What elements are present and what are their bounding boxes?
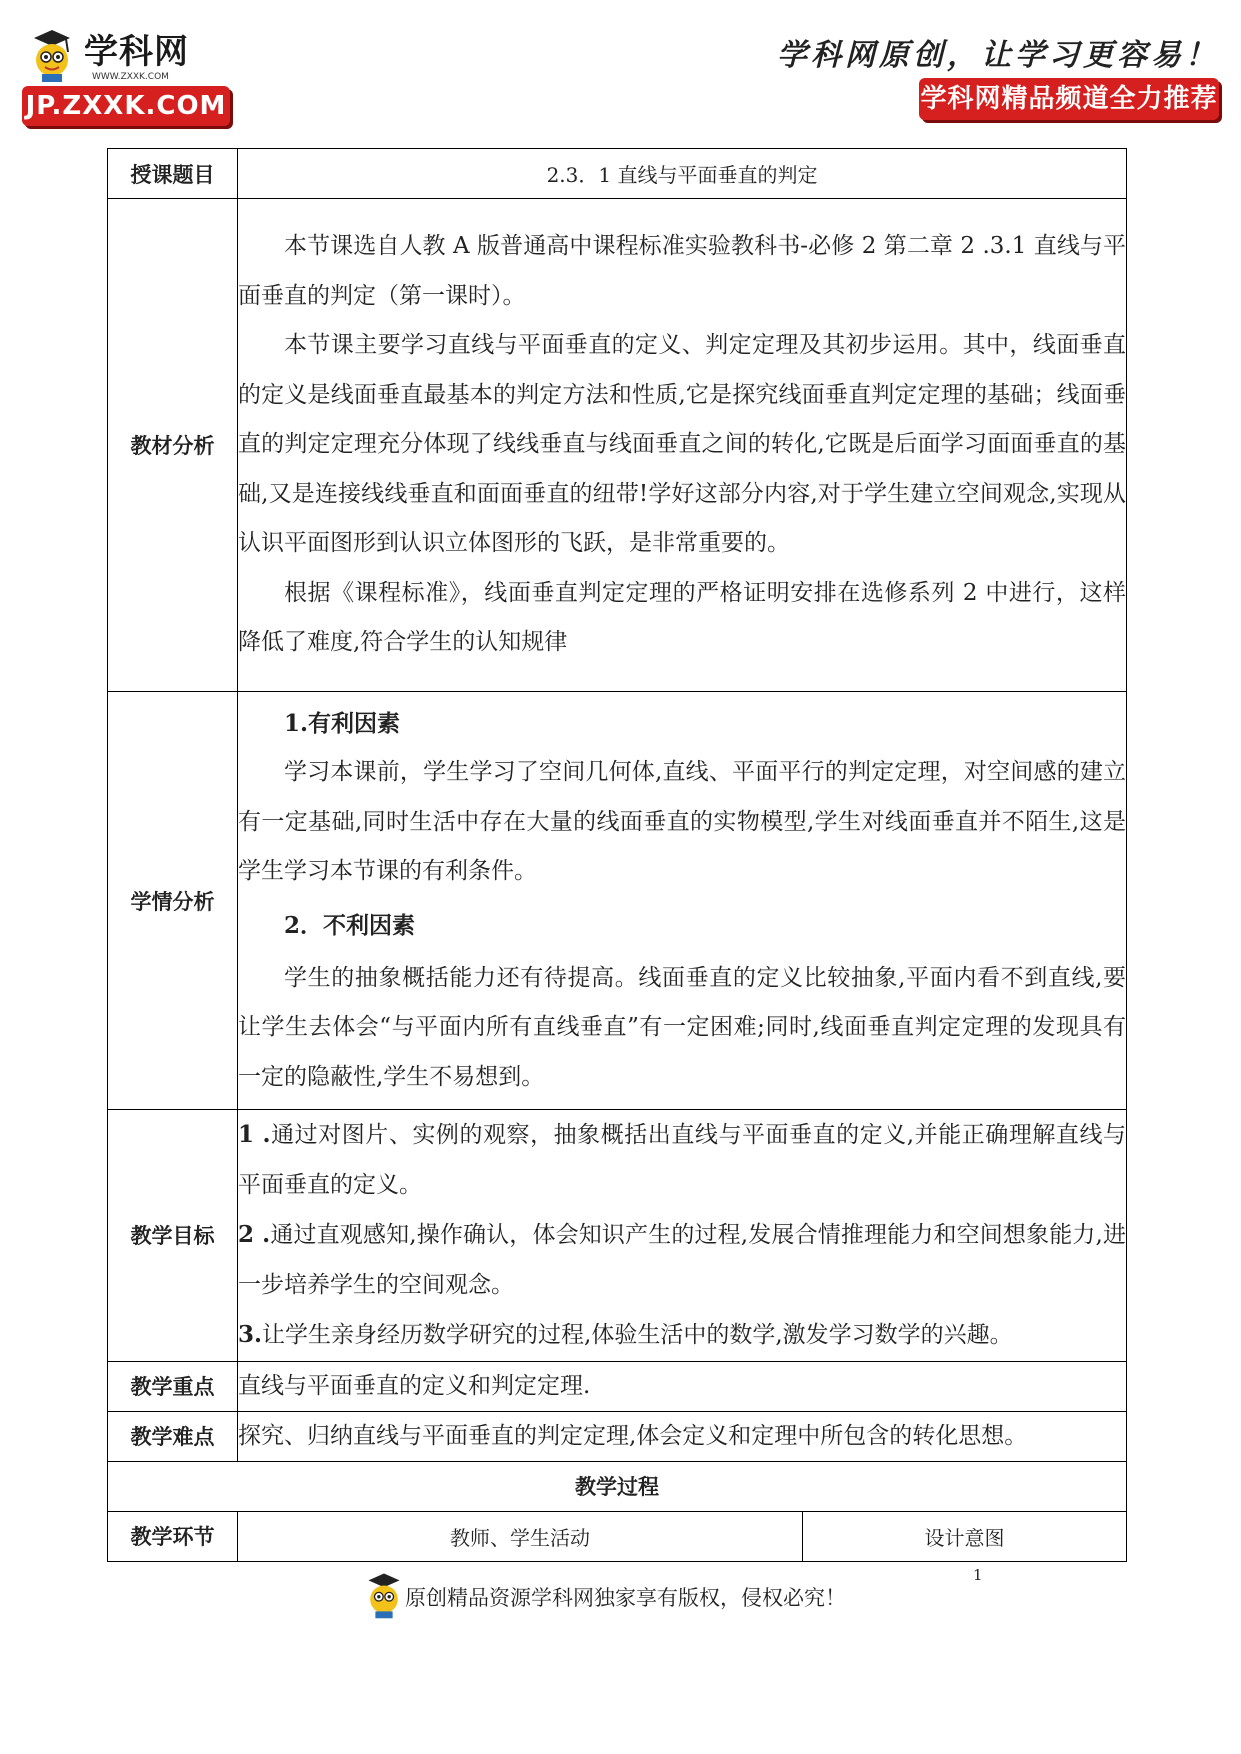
goal-item (238, 1110, 1126, 1210)
learner-subheading: 2．不利因素 (284, 911, 416, 939)
difficult-value (238, 1411, 1127, 1461)
row-difficult (108, 1411, 1127, 1461)
material-label: 教材分析 (108, 199, 238, 692)
goal-item (238, 1310, 1126, 1361)
key-label: 教学重点 (108, 1361, 238, 1411)
goal-content (238, 1110, 1127, 1362)
process-heading: 教学过程 (108, 1461, 1127, 1511)
topic-value: 2.3．1 直线与平面垂直的判定 (238, 149, 1127, 199)
slogan: 学科网原创，让学习更容易！ (777, 38, 1219, 73)
goal-number: 2 . (238, 1221, 271, 1248)
learner-content (238, 692, 1127, 1110)
col-stage-header: 教学环节 (108, 1511, 238, 1561)
material-paragraph: 本节课主要学习直线与平面垂直的定义、判定定理及其初步运用。其中，线面垂直的定义是线面垂直最基本的判定方法和性质,它是探究线面垂直判定定理的基础；线面垂直的判定定理充分体现了线线垂直与线面垂直之间的转化,它既是后面学习面面垂直的基础,又是连接线线垂直和面面垂直的纽带!学好这部分内容,对于学生建立空间观念,实现从认识平面图形到认识立体图形的飞跃，是非常重要的。 (238, 332, 1127, 557)
goal-item (238, 1210, 1126, 1310)
goal-number: 3. (238, 1321, 263, 1348)
key-text: 直线与平面垂直的定义和判定定理. (238, 1373, 591, 1399)
material-paragraph: 根据《课程标准》，线面垂直判定定理的严格证明安排在选修系列 2 中进行，这样降低了难度,符合学生的认知规律 (238, 579, 1127, 656)
learner-paragraph: 学生的抽象概括能力还有待提高。线面垂直的定义比较抽象,平面内看不到直线,要让学生去体会“与平面内所有直线垂直”有一定困难;同时,线面垂直判定定理的发现具有一定的隐蔽性,学生不易想到。 (238, 964, 1127, 1090)
logo-badge[interactable]: JP.ZXXK.COM (22, 86, 230, 126)
site-logo (22, 18, 227, 128)
page-number: 1 (973, 1566, 983, 1584)
row-process-heading (108, 1461, 1127, 1511)
difficult-label: 教学难点 (108, 1411, 238, 1461)
material-content (238, 199, 1127, 692)
row-column-headers (108, 1511, 1127, 1561)
row-key (108, 1361, 1127, 1411)
footer (365, 1570, 885, 1620)
logo-name: 学科网 (84, 32, 189, 72)
difficult-text: 探究、归纳直线与平面垂直的判定定理,体会定义和定理中所包含的转化思想。 (238, 1423, 1028, 1449)
goal-number: 1 . (238, 1121, 271, 1148)
copyright-text: 原创精品资源学科网独家享有版权，侵权必究！ (405, 1586, 846, 1610)
goal-label: 教学目标 (108, 1110, 238, 1362)
material-paragraph: 本节课选自人教 A 版普通高中课程标准实验教科书-必修 2 第二章 2 .3.1 直线与平面垂直的判定（第一课时）。 (238, 233, 1127, 309)
goal-text: 通过直观感知,操作确认，体会知识产生的过程,发展合情推理能力和空间想象能力,进一步培养学生的空间观念。 (238, 1222, 1127, 1298)
learner-paragraph: 学习本课前，学生学习了空间几何体,直线、平面平行的判定定理，对空间感的建立有一定基础,同时生活中存在大量的线面垂直的实物模型,学生对线面垂直并不陌生,这是学生学习本节课的有利条件。 (238, 759, 1127, 884)
goal-text: 让学生亲身经历数学研究的过程,体验生活中的数学,激发学习数学的兴趣。 (262, 1322, 1013, 1348)
col-intent-header: 设计意图 (803, 1511, 1127, 1561)
goal-text: 通过对图片、实例的观察，抽象概括出直线与平面垂直的定义,并能正确理解直线与平面垂直的定义。 (238, 1122, 1127, 1198)
row-material (108, 199, 1127, 692)
topic-label: 授课题目 (108, 149, 238, 199)
learner-subheading: 1.有利因素 (284, 710, 401, 737)
recommend-banner[interactable]: 学科网精品频道全力推荐 (919, 78, 1219, 120)
row-learner (108, 692, 1127, 1110)
mascot-icon (30, 26, 74, 84)
row-topic (108, 149, 1127, 199)
lesson-plan-table (107, 148, 1127, 1562)
col-activity-header: 教师、学生活动 (238, 1511, 803, 1561)
learner-label: 学情分析 (108, 692, 238, 1110)
key-value (238, 1361, 1127, 1411)
logo-small-url: WWW.ZXXK.COM (92, 72, 169, 82)
mascot-icon (365, 1570, 403, 1620)
row-goals (108, 1110, 1127, 1362)
